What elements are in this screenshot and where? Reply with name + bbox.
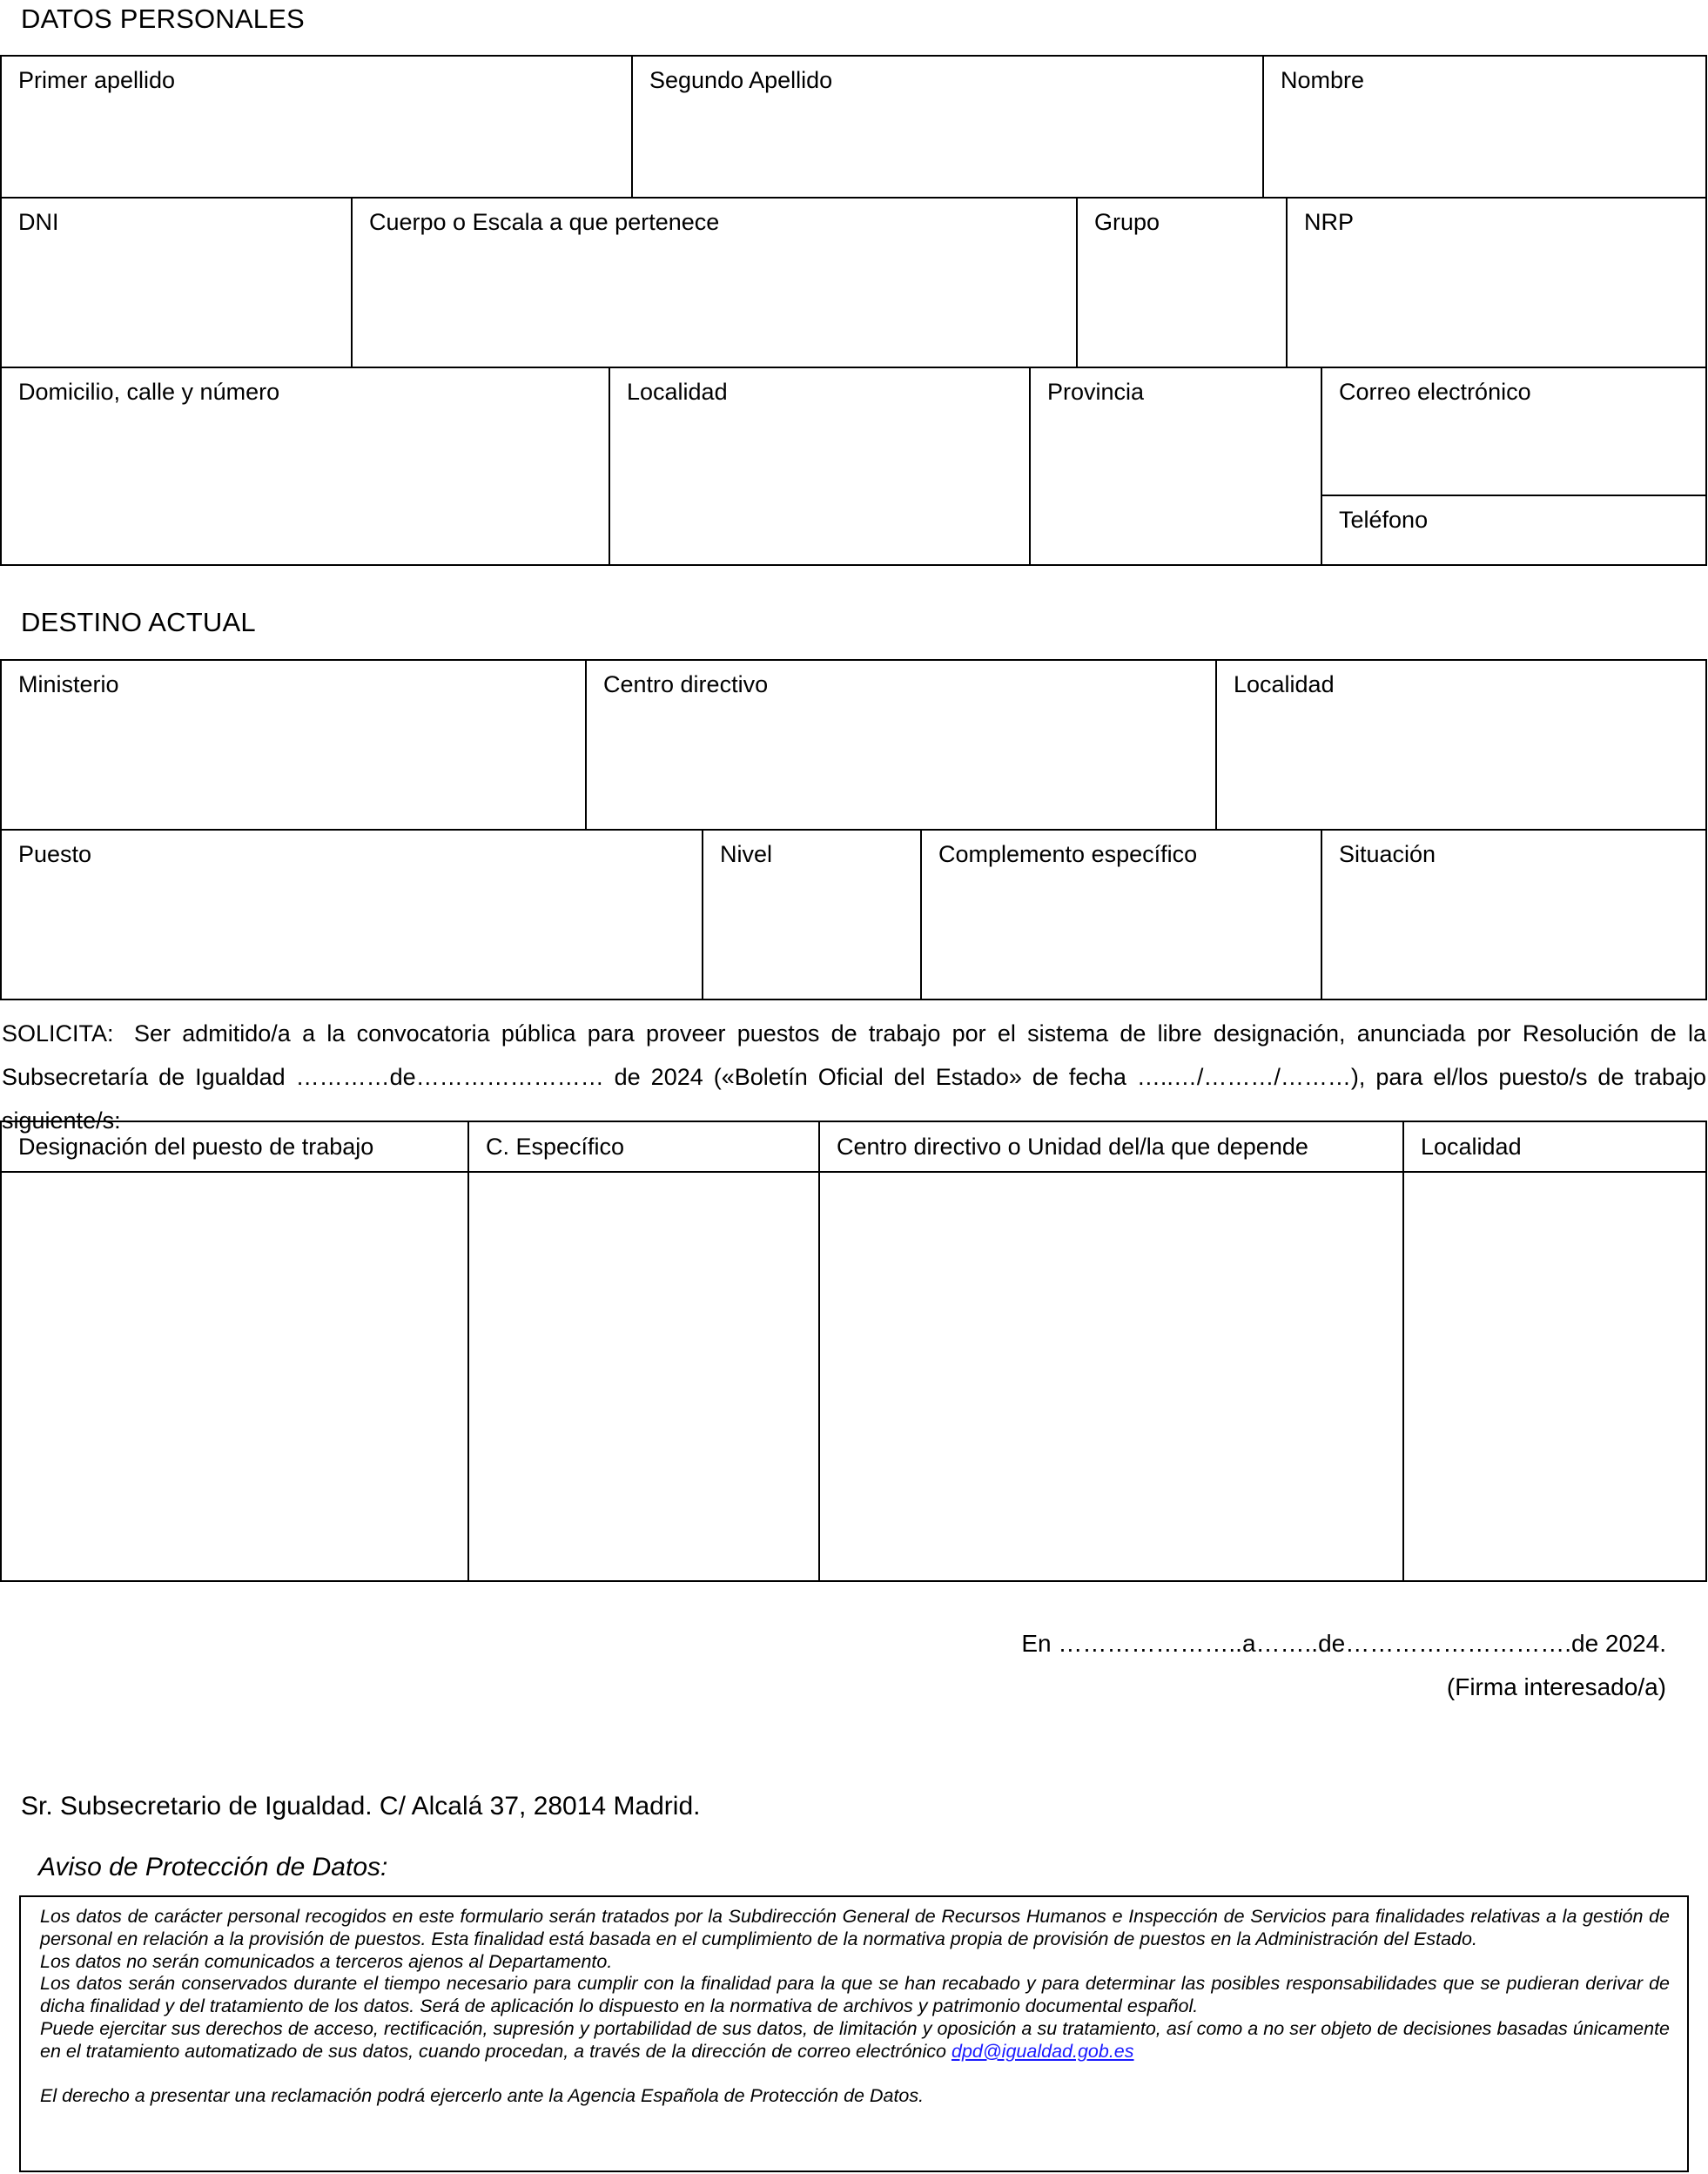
label-segundo-apellido: Segundo Apellido xyxy=(649,67,833,93)
aviso-text xyxy=(40,1906,1670,2108)
label-puesto: Puesto xyxy=(18,841,92,867)
field-domicilio[interactable] xyxy=(0,367,610,566)
field-nrp[interactable] xyxy=(1286,197,1707,368)
section-title-datos-personales: DATOS PERSONALES xyxy=(21,3,305,34)
aviso-paragraph-1: Los datos de carácter personal recogidos en este formulario serán tratados por la Subdirección General de Recursos Humanos e Inspección de Servicios para finalidades relativas a la gestión de personal en relación a la provisión de puestos. Esta finalidad está basada en el cumplimiento de la normativa propia de provisión de puestos en la Administración del Estado. xyxy=(40,1906,1670,1949)
table-cell-centro-directivo[interactable] xyxy=(818,1171,1404,1582)
field-complemento-especifico[interactable] xyxy=(920,829,1322,1000)
label-situacion: Situación xyxy=(1339,841,1436,867)
label-domicilio: Domicilio, calle y número xyxy=(18,379,280,405)
aviso-title: Aviso de Protección de Datos: xyxy=(38,1853,388,1881)
field-ministerio[interactable] xyxy=(0,659,587,831)
field-segundo-apellido[interactable] xyxy=(631,55,1264,199)
label-provincia: Provincia xyxy=(1047,379,1145,405)
field-dni[interactable] xyxy=(0,197,353,368)
date-line: En …………………..a……..de……………………….de 2024. xyxy=(1021,1630,1666,1657)
field-cuerpo-escala[interactable] xyxy=(351,197,1078,368)
label-dni: DNI xyxy=(18,209,59,235)
label-cuerpo-escala: Cuerpo o Escala a que pertenece xyxy=(369,209,720,235)
header-localidad: Localidad xyxy=(1421,1134,1522,1160)
solicita-label: SOLICITA: xyxy=(2,1020,114,1047)
label-primer-apellido: Primer apellido xyxy=(18,67,176,93)
email-link[interactable]: dpd@igualdad.gob.es xyxy=(951,2040,1134,2062)
header-designacion: Designación del puesto de trabajo xyxy=(18,1134,374,1160)
label-ministerio: Ministerio xyxy=(18,671,119,697)
table-header-localidad xyxy=(1402,1121,1707,1173)
table-cell-localidad[interactable] xyxy=(1402,1171,1707,1582)
table-header-designacion xyxy=(0,1121,469,1173)
addressee: Sr. Subsecretario de Igualdad. C/ Alcalá 37, 28014 Madrid. xyxy=(21,1792,701,1821)
label-complemento-especifico: Complemento específico xyxy=(938,841,1198,867)
aviso-paragraph-5: El derecho a presentar una reclamación podrá ejercerlo ante la Agencia Española de Protección de Datos. xyxy=(40,2085,925,2107)
aviso-box xyxy=(19,1895,1689,2172)
label-nombre: Nombre xyxy=(1281,67,1365,93)
field-telefono[interactable] xyxy=(1321,495,1707,566)
label-grupo: Grupo xyxy=(1094,209,1160,235)
label-nivel: Nivel xyxy=(720,841,773,867)
label-localidad-destino: Localidad xyxy=(1234,671,1335,697)
label-localidad-personal: Localidad xyxy=(627,379,728,405)
solicita-text: Ser admitido/a a la convocatoria pública para proveer puestos de trabajo por el sistema de libre designación, anunciada por Resolución de la Subsecretaría de Igualdad …………de…………………… de 2024 («Boletín Oficial del Estado» de fecha …..…/………/………), para el/los puesto/s de trabajo siguiente/s: xyxy=(2,1020,1706,1134)
field-correo[interactable] xyxy=(1321,367,1707,496)
field-centro-directivo[interactable] xyxy=(585,659,1217,831)
header-c-especifico: C. Específico xyxy=(486,1134,625,1160)
field-grupo[interactable] xyxy=(1076,197,1288,368)
field-nombre[interactable] xyxy=(1262,55,1707,199)
aviso-paragraph-4-text: Puede ejercitar sus derechos de acceso, rectificación, supresión y portabilidad de sus datos, de limitación y oposición a su tratamiento, así como a no ser objeto de decisiones basadas únicamente en el tratamiento automatizado de sus datos, cuando procedan, a través de la dirección de correo electrónico xyxy=(40,2017,1670,2062)
section-title-destino-actual: DESTINO ACTUAL xyxy=(21,607,256,637)
aviso-paragraph-3: Los datos serán conservados durante el tiempo necesario para cumplir con la finalidad para la que se han recabado y para determinar las posibles responsabilidades que se pudieran derivar de dicha finalidad y del tratamiento de los datos. Será de aplicación lo dispuesto en la normativa de archivos y patrimonio documental español. xyxy=(40,1973,1670,2017)
table-header-c-especifico xyxy=(467,1121,820,1173)
firma-label: (Firma interesado/a) xyxy=(1446,1673,1666,1700)
field-nivel[interactable] xyxy=(702,829,922,1000)
field-puesto[interactable] xyxy=(0,829,703,1000)
aviso-paragraph-4 xyxy=(40,2018,1670,2063)
field-localidad-destino[interactable] xyxy=(1215,659,1707,831)
label-telefono: Teléfono xyxy=(1339,507,1429,533)
label-correo: Correo electrónico xyxy=(1339,379,1531,405)
aviso-paragraph-2: Los datos no serán comunicados a terceros ajenos al Departamento. xyxy=(40,1950,613,1972)
table-cell-designacion[interactable] xyxy=(0,1171,469,1582)
label-nrp: NRP xyxy=(1304,209,1355,235)
header-centro-directivo: Centro directivo o Unidad del/la que depende xyxy=(837,1134,1308,1160)
label-centro-directivo: Centro directivo xyxy=(603,671,769,697)
field-localidad-personal[interactable] xyxy=(609,367,1031,566)
table-header-centro-directivo xyxy=(818,1121,1404,1173)
table-cell-c-especifico[interactable] xyxy=(467,1171,820,1582)
field-situacion[interactable] xyxy=(1321,829,1707,1000)
field-provincia[interactable] xyxy=(1029,367,1322,566)
field-primer-apellido[interactable] xyxy=(0,55,633,199)
